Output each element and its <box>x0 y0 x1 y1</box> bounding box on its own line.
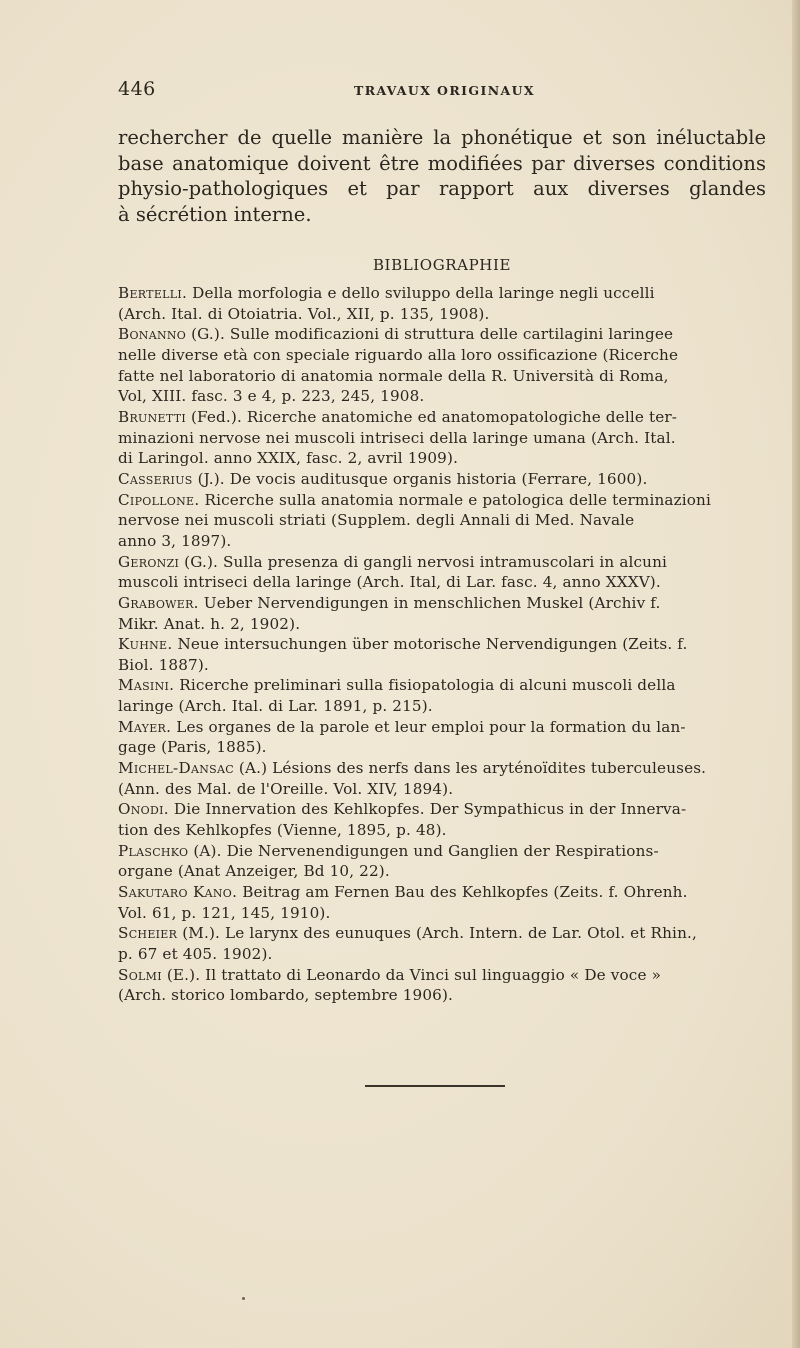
entry-line <box>118 614 766 635</box>
bibliography-entry <box>118 841 766 882</box>
bibliography-entry <box>118 675 766 716</box>
entry-text: p. 67 et 405. 1902). <box>118 945 273 963</box>
entry-text: (Arch. storico lombardo, septembre 1906). <box>118 986 454 1005</box>
bibliography-entry <box>118 965 766 1006</box>
entry-line <box>118 841 766 862</box>
entry-text: (G.). Sulla presenza di gangli nervosi intramuscolari in alcuni <box>184 552 668 571</box>
intro-line: rechercher de quelle manière la phonétique et son inéluctable <box>118 126 766 149</box>
entry-author: Onodi. <box>118 800 169 819</box>
bibliography-list <box>118 283 766 1006</box>
entry-text: Ueber Nervendigungen in menschlichen Muskel (Archiv f. <box>203 593 661 612</box>
entry-line <box>118 779 766 800</box>
entry-author: Scheier <box>118 924 178 943</box>
entry-line <box>118 552 766 573</box>
entry-text: gage (Paris, 1885). <box>118 738 267 757</box>
entry-author: Geronzi <box>118 552 180 571</box>
entry-text: (Ann. des Mal. de l'Oreille. Vol. XIV, 1894). <box>118 779 454 798</box>
entry-line <box>118 675 766 696</box>
bibliography-entry <box>118 593 766 634</box>
intro-line: physio-pathologiques et par rapport aux diverses glandes <box>118 177 766 201</box>
entry-line <box>118 428 766 449</box>
entry-line <box>118 923 766 944</box>
entry-line <box>118 366 766 387</box>
entry-line <box>118 386 766 407</box>
entry-text: di Laringol. anno XXIX, fasc. 2, avril 1909). <box>118 449 459 468</box>
entry-text: anno 3, 1897). <box>118 531 232 550</box>
bibliography-entry <box>118 799 766 840</box>
bibliography-entry <box>118 882 766 923</box>
entry-line <box>118 469 766 490</box>
bibliography-heading: BIBLIOGRAPHIE <box>372 256 512 274</box>
entry-author: Bonanno <box>118 325 187 344</box>
entry-text: laringe (Arch. Ital. di Lar. 1891, p. 215). <box>118 697 433 716</box>
entry-line <box>118 531 766 552</box>
entry-line <box>118 820 766 841</box>
entry-line <box>118 696 766 717</box>
entry-text: (G.). Sulle modificazioni di struttura delle cartilagini laringee <box>191 325 674 344</box>
entry-line <box>118 965 766 986</box>
entry-text: Biol. 1887). <box>118 655 209 674</box>
entry-author: Plaschko <box>118 841 189 860</box>
page-number: 446 <box>118 78 156 100</box>
entry-text: Vol. 61, p. 121, 145, 1910). <box>118 903 331 922</box>
entry-text: Die Innervation des Kehlkopfes. Der Sympathicus in der Innerva- <box>173 800 687 819</box>
bibliography-entry <box>118 717 766 758</box>
page-header <box>118 78 764 104</box>
entry-author: Grabower. <box>118 593 199 612</box>
bibliography-entry <box>118 490 766 552</box>
bibliography-entry <box>118 634 766 675</box>
entry-line <box>118 737 766 758</box>
paper-speck <box>242 1297 245 1300</box>
entry-author: Michel-Dansac <box>118 759 234 778</box>
entry-line <box>118 799 766 820</box>
entry-line <box>118 283 766 304</box>
entry-line <box>118 448 766 469</box>
entry-author: Casserius <box>118 469 193 488</box>
entry-line <box>118 407 766 428</box>
bibliography-entry <box>118 923 766 964</box>
entry-author: Bertelli. <box>118 284 188 302</box>
entry-text: (Arch. Ital. di Otoiatria. Vol., XII, p. 135, 1908). <box>118 304 490 323</box>
bibliography-entry <box>118 283 766 324</box>
entry-text: (E.). Il trattato di Leonardo da Vinci sul linguaggio « De voce » <box>166 965 662 984</box>
entry-line <box>118 861 766 882</box>
entry-text: Vol, XIII. fasc. 3 e 4, p. 223, 245, 1908. <box>118 387 425 406</box>
entry-text: fatte nel laboratorio di anatomia normale della R. Università di Roma, <box>118 366 669 385</box>
intro-paragraph <box>118 125 766 228</box>
entry-text: nelle diverse età con speciale riguardo alla loro ossificazione (Ricerche <box>118 345 679 364</box>
entry-line <box>118 903 766 924</box>
entry-author: Solmi <box>118 965 162 984</box>
entry-text: (M.). Le larynx des eunuques (Arch. Intern. de Lar. Otol. et Rhin., <box>182 924 697 943</box>
entry-text: nervose nei muscoli striati (Supplem. degli Annali di Med. Navale <box>118 511 635 530</box>
entry-text: Neue intersuchungen über motorische Nervendigungen (Zeits. f. <box>177 635 688 654</box>
entry-line <box>118 593 766 614</box>
intro-line: à sécrétion interne. <box>118 203 312 227</box>
running-head: TRAVAUX ORIGINAUX <box>354 83 536 98</box>
entry-text: Ricerche preliminari sulla fisiopatologia di alcuni muscoli della <box>179 676 676 695</box>
entry-author: Brunetti <box>118 407 186 426</box>
entry-text: (Fed.). Ricerche anatomiche ed anatomopatologiche delle ter- <box>190 407 678 426</box>
entry-line <box>118 510 766 531</box>
entry-text: Beitrag am Fernen Bau des Kehlkopfes (Zeits. f. Ohrenh. <box>242 883 688 902</box>
bibliography-entry <box>118 469 766 490</box>
entry-line <box>118 655 766 676</box>
entry-text: Ricerche sulla anatomia normale e patologica delle terminazioni <box>204 490 711 509</box>
entry-line <box>118 634 766 655</box>
entry-line <box>118 324 766 345</box>
entry-author: Cipollone. <box>118 490 200 509</box>
entry-text: organe (Anat Anzeiger, Bd 10, 22). <box>118 862 390 881</box>
entry-text: minazioni nervose nei muscoli intriseci della laringe umana (Arch. Ital. <box>118 428 676 447</box>
intro-line: base anatomique doivent être modifiées par diverses conditions <box>118 151 766 175</box>
entry-text: tion des Kehlkopfes (Vienne, 1895, p. 48). <box>118 821 447 840</box>
entry-line <box>118 345 766 366</box>
entry-line <box>118 490 766 511</box>
page-edge-shadow <box>792 0 800 1348</box>
entry-text: muscoli intriseci della laringe (Arch. Ital, di Lar. fasc. 4, anno XXXV). <box>118 573 661 592</box>
bibliography-entry <box>118 552 766 593</box>
entry-author: Mayer. <box>118 717 172 736</box>
entry-text: (A). Die Nervenendigungen und Ganglien der Respirations- <box>193 841 659 860</box>
entry-line <box>118 304 766 325</box>
closing-rule <box>365 1085 505 1087</box>
entry-line <box>118 758 766 779</box>
entry-line <box>118 985 766 1006</box>
bibliography-entry <box>118 758 766 799</box>
entry-line <box>118 944 766 965</box>
entry-author: Sakutaro Kano. <box>118 883 238 902</box>
entry-author: Kuhne. <box>118 635 173 654</box>
entry-text: Della morfologia e dello sviluppo della laringe negli uccelli <box>192 284 655 302</box>
bibliography-entry <box>118 324 766 407</box>
entry-line <box>118 572 766 593</box>
entry-line <box>118 882 766 903</box>
entry-text: (A.) Lésions des nerfs dans les aryténoïdites tuberculeuses. <box>238 759 707 778</box>
entry-author: Masini. <box>118 676 175 695</box>
bibliography-entry <box>118 407 766 469</box>
entry-text: (J.). De vocis auditusque organis historia (Ferrare, 1600). <box>197 469 648 488</box>
entry-text: Les organes de la parole et leur emploi pour la formation du lan- <box>176 717 686 736</box>
entry-text: Mikr. Anat. h. 2, 1902). <box>118 614 301 633</box>
entry-line <box>118 717 766 738</box>
